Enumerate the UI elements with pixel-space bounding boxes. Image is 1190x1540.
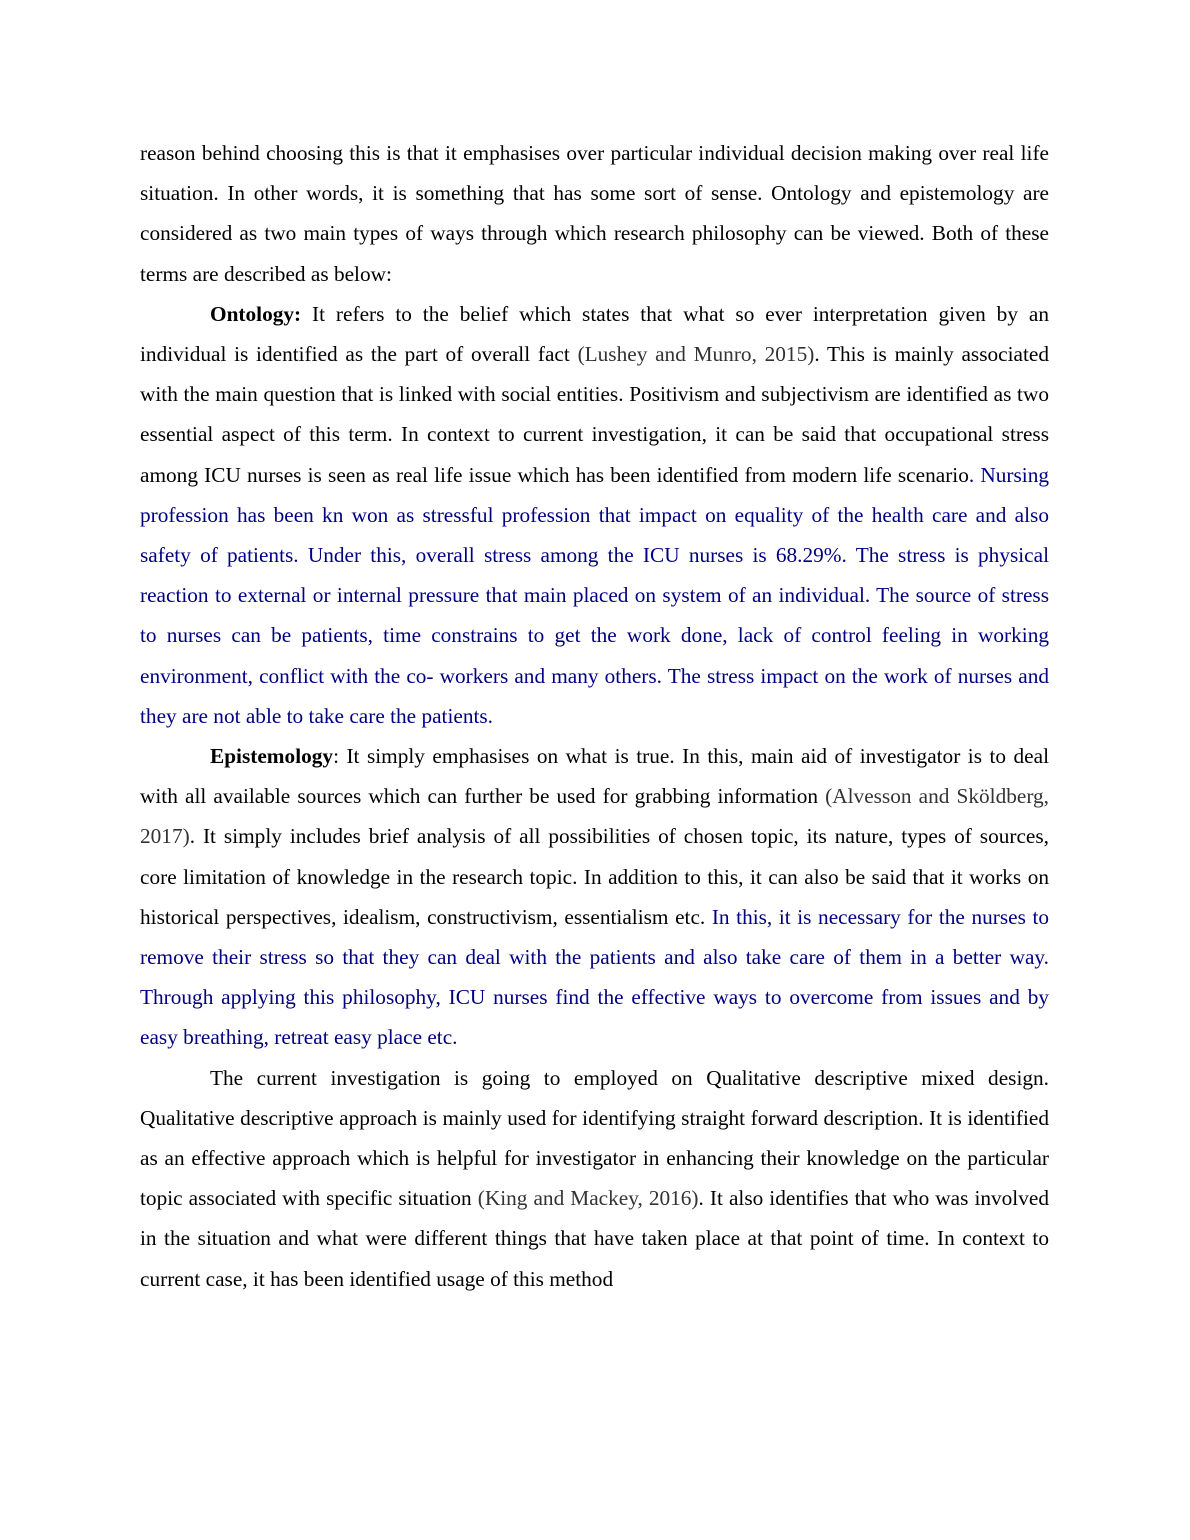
ontology-context-text: . This is mainly associated with the main question that is linked with social entities. Positivism and subjectivism are identified as two essential aspect of this term. In context to current investigation, it can be said that occupational stress among ICU nurses is seen as real life issue which has been identified from modern life scenario	[140, 342, 1049, 487]
document-page	[140, 133, 1049, 1299]
design-citation: (King and Mackey, 2016)	[477, 1186, 699, 1211]
ontology-term: Ontology:	[210, 301, 302, 326]
ontology-definition-text: It refers to the belief which states that what so ever interpretation given by an individual is identified as the part of overall fact	[140, 301, 1049, 367]
paragraph-design	[140, 1058, 1049, 1299]
epistemology-citation: (Alvesson and Sköldberg, 2017)	[140, 784, 1050, 849]
epistemology-definition-text: : It simply emphasises on what is true. In this, main aid of investigator is to deal with all available sources which can further be used for grabbing information	[140, 744, 1049, 809]
paragraph-intro	[140, 133, 1049, 294]
epistemology-context-text: . It simply includes brief analysis of all possibilities of chosen topic, its nature, types of sources, core limitation of knowledge in the research topic. In addition to this, it can also be said that it works on historical perspectives, idealism, constructivism, essentialism etc.	[140, 824, 1049, 929]
design-context-text: . It also identifies that who was involved in the situation and what were different things that have taken place at that point of time. In context to current case, it has been identified usage of this method	[140, 1186, 1049, 1291]
paragraph-ontology	[140, 294, 1049, 736]
ontology-citation: (Lushey and Munro, 2015)	[577, 342, 815, 367]
ontology-highlighted-text: . Nursing profession has been kn won as stressful profession that impact on equality of the health care and also safety of patients. Under this, overall stress among the ICU nurses is 68.29%. The stress is physical reaction to external or internal pressure that main placed on system of an individual. The source of stress to nurses can be patients, time constrains to get the work done, lack of control feeling in working environment, conflict with the co- workers and many others. The stress impact on the work of nurses and they are not able to take care the patients.	[140, 462, 1049, 728]
intro-text: reason behind choosing this is that it emphasises over particular individual decision making over real life situation. In other words, it is something that has some sort of sense. Ontology and epistemology are considered as two main types of ways through which research philosophy can be viewed. Both of these terms are described as below:	[140, 141, 1049, 286]
epistemology-term: Epistemology	[210, 744, 334, 769]
epistemology-highlighted-text: In this, it is necessary for the nurses to remove their stress so that they can deal with the patients and also take care of them in a better way. Through applying this philosophy, ICU nurses find the effective ways to overcome from issues and by easy breathing, retreat easy place etc.	[140, 904, 1050, 1050]
paragraph-epistemology	[140, 736, 1049, 1058]
design-intro-text: The current investigation is going to employed on Qualitative descriptive mixed design. Qualitative descriptive approach is mainly used for identifying straight forward description. It is identified as an effective approach which is helpful for investigator in enhancing their knowledge on the particular topic associated with specific situation	[140, 1065, 1049, 1211]
